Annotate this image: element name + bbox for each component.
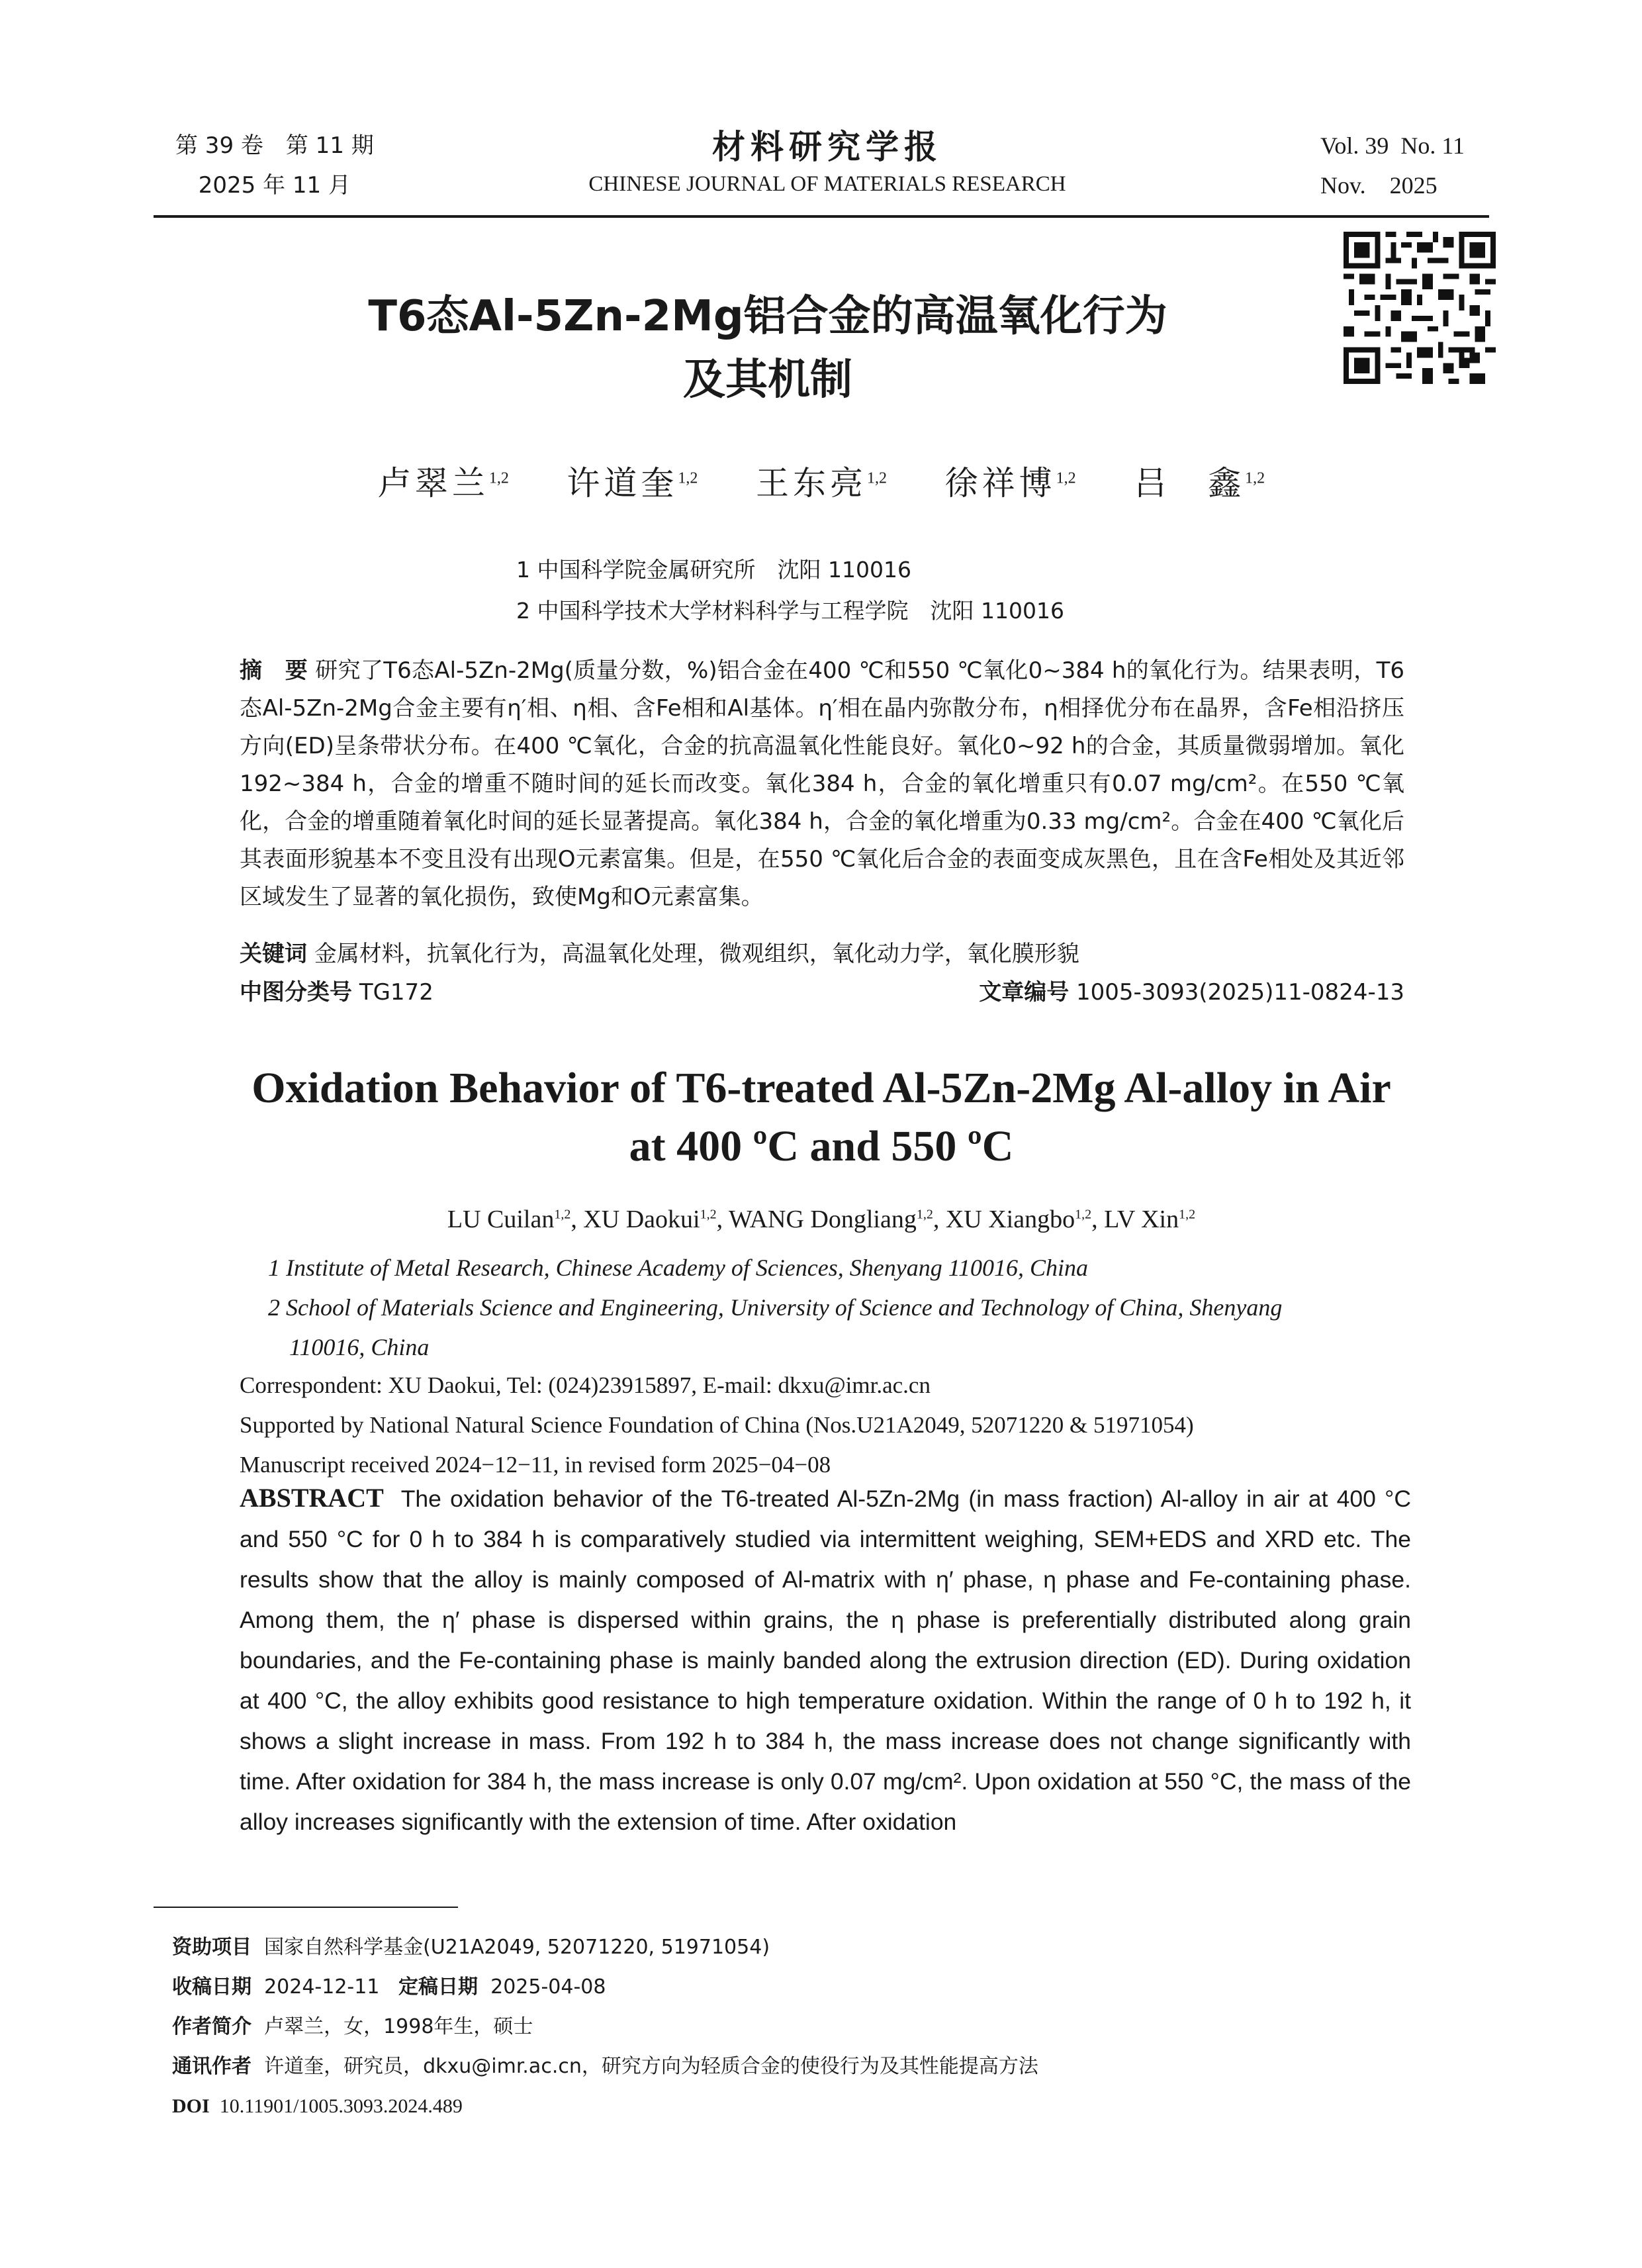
keywords-cn [240, 935, 1404, 973]
author-cn [945, 464, 1076, 502]
keywords-cn-text: 金属材料，抗氧化行为，高温氧化处理，微观组织，氧化动力学，氧化膜形貌 [314, 941, 1079, 967]
footnote-text: 国家自然科学基金(U21A2049, 52071220, 51971054) [264, 1936, 770, 1959]
title-en-line-2: at 400 ºC and 550 ºC [629, 1122, 1014, 1170]
author-en-affiliation: 1,2 [1179, 1207, 1196, 1222]
title-cn-line-1: T6态Al-5Zn-2Mg铝合金的高温氧化行为 [368, 292, 1167, 341]
author-cn-affiliation: 1,2 [1245, 469, 1265, 487]
author-en-name: WANG Dongliang [728, 1205, 917, 1233]
author-en [447, 1205, 570, 1233]
footnote-text: 2025-04-08 [490, 1975, 606, 1999]
author-cn-name: 徐祥博 [944, 464, 1056, 502]
header-rule [154, 215, 1489, 218]
article-title-cn [212, 285, 1324, 412]
clc-label: 中图分类号 [240, 979, 352, 1006]
issue-info-cn [175, 126, 374, 205]
author-en [583, 1205, 716, 1233]
footnote-funding [172, 1928, 1038, 1967]
manuscript-dates-line: Manuscript received 2024−12−11, in revised form 2025−04−08 [240, 1452, 831, 1478]
footnote-text: 2024-12-11 [264, 1975, 380, 1999]
footnote-text: 许道奎，研究员，dkxu@imr.ac.cn，研究方向为轻质合金的使役行为及其性能提高方法 [264, 2055, 1038, 2078]
author-cn [1134, 464, 1265, 502]
footnotes [172, 1928, 1038, 2126]
title-cn-line-2: 及其机制 [683, 355, 852, 404]
footnote-author-bio [172, 2007, 1038, 2047]
funding-line: Supported by National Natural Science Foundation of China (Nos.U21A2049, 52071220 & 51971054) [240, 1412, 1194, 1438]
author-cn-affiliation: 1,2 [488, 469, 509, 487]
author-en-affiliation: 1,2 [554, 1207, 571, 1222]
doi-value: 10.11901/1005.3093.2024.489 [219, 2095, 463, 2117]
author-cn-name: 卢翠兰 [377, 464, 489, 502]
abstract-cn-label: 摘 要 [240, 657, 308, 684]
author-cn [567, 464, 698, 502]
author-list-en: LU Cuilan$^{1,2}$, XU Daokui$^{1,2}$, WANG Dongliang$^{1,2}$, XU Xiangbo$^{1,2}$, LV Xin$^{1,2}$ [447, 1205, 1196, 1233]
affiliation-en-2: 2 School of Materials Science and Engineering, University of Science and Technology of China, Shenyang [268, 1294, 1283, 1321]
title-en-line-1: Oxidation Behavior of T6-treated Al-5Zn-2Mg Al-alloy in Air [251, 1064, 1391, 1112]
footnote-text: 卢翠兰，女，1998年生，硕士 [264, 2015, 533, 2038]
article-meta-en [240, 1366, 1404, 1485]
journal-title-en: CHINESE JOURNAL OF MATERIALS RESEARCH [588, 172, 1066, 196]
author-cn-affiliation: 1,2 [678, 469, 698, 487]
article-number-value: 1005-3093(2025)11-0824-13 [1076, 979, 1404, 1006]
footnote-label: 收稿日期 [172, 1975, 251, 1999]
clc-value: TG172 [359, 979, 433, 1006]
abstract-en [240, 1478, 1411, 1842]
abstract-en-label: ABSTRACT [240, 1483, 384, 1513]
issue-info-en [1320, 126, 1465, 205]
author-cn-name: 王东亮 [756, 464, 867, 502]
footnote-rule [154, 1907, 458, 1908]
footnote-dates [172, 1967, 1038, 2007]
article-number-label: 文章编号 [979, 979, 1070, 1006]
affiliations-en [268, 1248, 1406, 1367]
author-en [729, 1205, 933, 1233]
author-cn-affiliation: 1,2 [1056, 469, 1076, 487]
author-cn [756, 464, 887, 502]
author-en-name: LU Cuilan [447, 1205, 555, 1233]
correspondent-line: Correspondent: XU Daokui, Tel: (024)23915897, E-mail: dkxu@imr.ac.cn [240, 1372, 931, 1398]
keywords-cn-label: 关键词 [240, 941, 307, 967]
journal-masthead [543, 126, 1112, 200]
affiliation-en-2-cont: 110016, China [289, 1334, 430, 1360]
footnote-label: 定稿日期 [398, 1975, 479, 1999]
author-en-name: XU Xiangbo [945, 1205, 1075, 1233]
abstract-cn [240, 652, 1404, 916]
author-en-affiliation: 1,2 [700, 1207, 717, 1222]
author-cn [378, 464, 509, 502]
footnote-label: 通讯作者 [172, 2055, 251, 2078]
author-en [946, 1205, 1091, 1233]
article-title-en [154, 1059, 1489, 1176]
doi-line [172, 2087, 1038, 2126]
author-cn-name: 吕 鑫 [1134, 464, 1246, 502]
date-en: Nov. 2025 [1320, 172, 1437, 199]
footnote-label: 资助项目 [172, 1936, 251, 1959]
affiliation-en-1: 1 Institute of Metal Research, Chinese Academy of Sciences, Shenyang 110016, China [268, 1254, 1089, 1281]
author-list-cn [154, 457, 1489, 504]
qr-code-icon [1344, 232, 1496, 384]
classification-row [240, 974, 1404, 1012]
article-number [979, 974, 1404, 1012]
author-en-affiliation: 1,2 [1075, 1207, 1092, 1222]
journal-title-cn: 材料研究学报 [712, 128, 942, 166]
author-cn-name: 许道奎 [567, 464, 678, 502]
footnote-label: 作者简介 [172, 2015, 251, 2038]
author-cn-affiliation: 1,2 [867, 469, 887, 487]
footnote-corresponding [172, 2047, 1038, 2087]
date-cn: 2025 年 11 月 [198, 172, 351, 199]
affiliation-cn-2: 2 中国科学技术大学材料科学与工程学院 沈阳 110016 [516, 598, 1064, 624]
doi-label: DOI [172, 2095, 210, 2117]
abstract-en-text: The oxidation behavior of the T6-treated Al-5Zn-2Mg (in mass fraction) Al-alloy in air at 400 °C and 550 °C for 0 h to 384 h is comparatively studied via intermittent weighing, SEM+EDS and XRD etc. The results show that the alloy is mainly composed of Al-matrix with η′ phase, η phase and Fe-containing phase. Among them, the η′ phase is dispersed within grains, the η phase is preferentially distributed along grain boundaries, and the Fe-containing phase is mainly banded along the extrusion direction (ED). During oxidation at 400 °C, the alloy exhibits good resistance to high temperature oxidation. Within the range of 0 h to 192 h, it shows a slight increase in mass. From 192 h to 384 h, the mass increase does not change significantly with time. After oxidation for 384 h, the mass increase is only 0.07 mg/cm². Upon oxidation at 550 °C, the mass of the alloy increases significantly with the extension of time. After oxidation [240, 1486, 1411, 1835]
abstract-cn-text: 研究了T6态Al-5Zn-2Mg(质量分数，%)铝合金在400 ℃和550 ℃氧化0~384 h的氧化行为。结果表明，T6态Al-5Zn-2Mg合金主要有η′相、η相、含Fe相和Al基体。η′相在晶内弥散分布，η相择优分布在晶界，含Fe相沿挤压方向(ED)呈条带状分布。在400 ℃氧化，合金的抗高温氧化性能良好。氧化0~92 h的合金，其质量微弱增加。氧化192~384 h，合金的增重不随时间的延长而改变。氧化384 h，合金的氧化增重只有0.07 mg/cm²。在550 ℃氧化，合金的增重随着氧化时间的延长显著提高。氧化384 h，合金的氧化增重为0.33 mg/cm²。合金在400 ℃氧化后其表面形貌基本不变且没有出现O元素富集。但是，在550 ℃氧化后合金的表面变成灰黑色，且在含Fe相处及其近邻区域发生了显著的氧化损伤，致使Mg和O元素富集。 [240, 657, 1405, 910]
volume-issue-cn: 第 39 卷 第 11 期 [175, 132, 374, 159]
volume-issue-en: Vol. 39 No. 11 [1320, 132, 1465, 159]
author-en-name: LV Xin [1104, 1205, 1179, 1233]
author-en-affiliation: 1,2 [916, 1207, 933, 1222]
author-en-name: XU Daokui [583, 1205, 700, 1233]
author-en [1104, 1205, 1195, 1233]
affiliations-cn [516, 549, 1064, 632]
affiliation-cn-1: 1 中国科学院金属研究所 沈阳 110016 [516, 557, 911, 583]
